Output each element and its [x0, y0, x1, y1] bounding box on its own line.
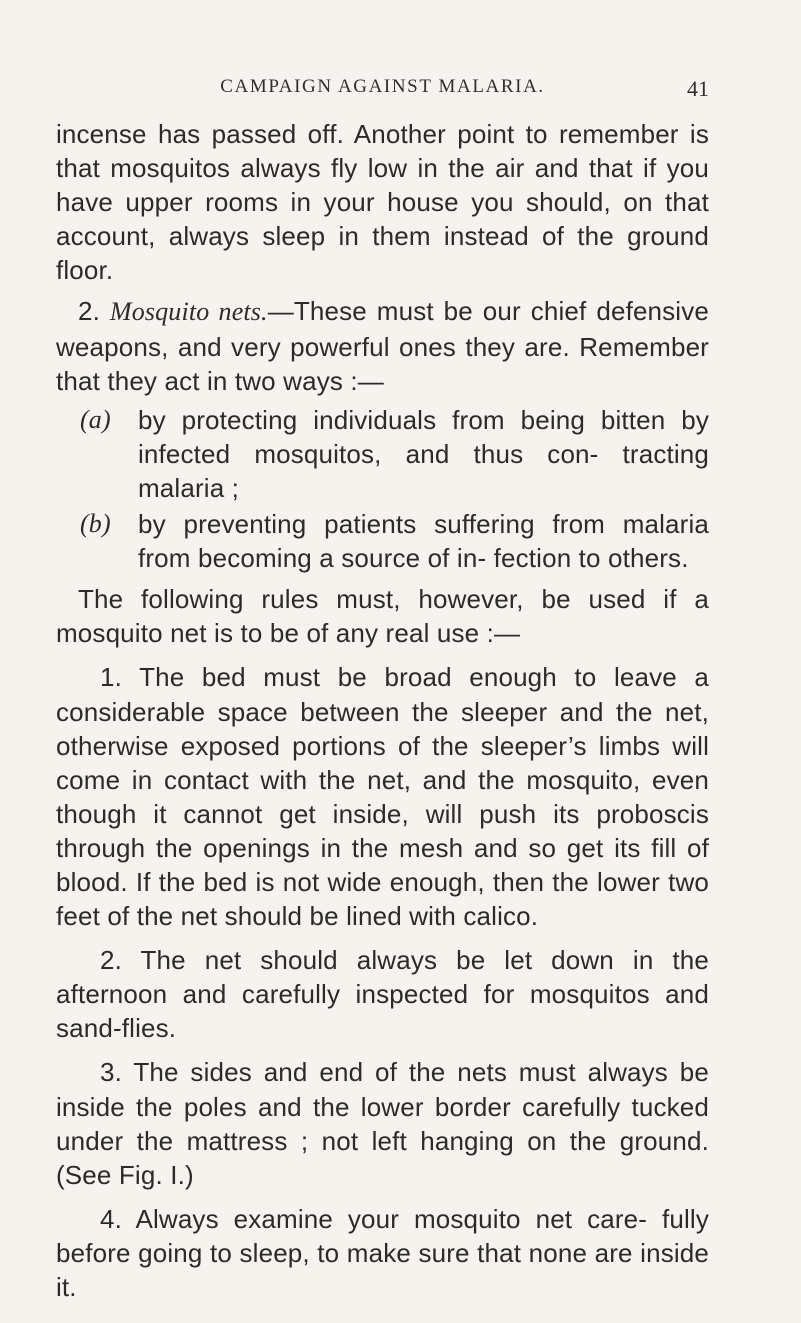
- list-item-label: (b): [80, 509, 111, 539]
- list-item-text: by preventing patients suffering from malaria from becoming a source of in- fection to others.: [138, 509, 709, 574]
- rule-paragraph: [56, 660, 709, 933]
- rule-paragraph: [56, 943, 709, 1045]
- list-item-label: (a): [80, 404, 111, 434]
- rule-text: The net should always be let down in the afternoon and carefully inspected for mosquitos and sand-flies.: [56, 945, 709, 1044]
- rule-number: 2.: [100, 945, 122, 976]
- paragraph-rules-intro: The following rules must, however, be used if a mosquito net is to be of any real use :—: [56, 584, 709, 649]
- ways-list: [56, 403, 709, 575]
- paragraph-mosquito-nets: [56, 294, 709, 397]
- page-number: 41: [687, 76, 709, 101]
- list-item: [56, 403, 709, 505]
- rule-paragraph: [56, 1202, 709, 1304]
- running-title: CAMPAIGN AGAINST MALARIA.: [220, 76, 545, 97]
- section-number: 2.: [78, 296, 100, 327]
- rule-text: The bed must be broad enough to leave a considerable space between the sleeper and the net, otherwise exposed portions of the sleeper’s limbs will come in contact with the net, and the mosquito, even though it cannot get inside, will push its proboscis through the openings in the mesh and so get its fill of blood. If the bed is not wide enough, then the lower two feet of the net should be lined with calico.: [56, 662, 710, 932]
- paragraph-1: incense has passed off. Another point to remember is that mosquitos always fly low in the air and that if you have upper rooms in your house you should, on that account, always sleep in them instead of the ground floor.: [56, 119, 709, 286]
- rule-text: Always examine your mosquito net care- fully before going to sleep, to make sure that none are inside it.: [56, 1203, 709, 1302]
- rule-number: 1.: [100, 662, 122, 693]
- rule-number: 3.: [100, 1057, 122, 1088]
- section-text: —These must be our chief defensive weapons, and very powerful ones they are. Remember that they act in two ways :—: [56, 296, 709, 396]
- page-content: [56, 117, 709, 1304]
- list-item-text: by protecting individuals from being bitten by infected mosquitos, and thus con- tracting malaria ;: [138, 404, 709, 503]
- section-heading: Mosquito nets.: [109, 297, 268, 327]
- rule-text: The sides and end of the nets must always be inside the poles and the lower border carefully tucked under the mattress ; not left hanging on the ground. (See Fig. I.): [56, 1057, 709, 1190]
- running-head: [56, 76, 709, 106]
- rule-paragraph: [56, 1055, 709, 1191]
- list-item: [56, 507, 709, 575]
- rule-number: 4.: [100, 1203, 122, 1234]
